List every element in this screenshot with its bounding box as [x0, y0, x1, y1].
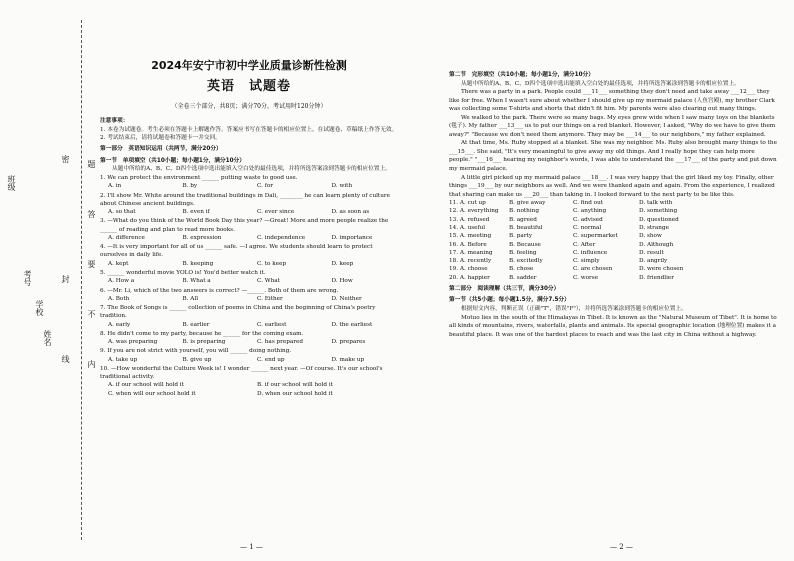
seal-mi: 密: [61, 155, 70, 163]
option: B. party: [509, 233, 533, 240]
option: B. excitedly: [509, 258, 543, 265]
option: B. chose: [509, 266, 534, 273]
option: C. After: [573, 241, 596, 248]
seal-bu: 不: [87, 310, 96, 318]
option: A. take up: [108, 356, 138, 363]
option: A. was preparing: [108, 339, 158, 346]
cloze-heading: 第二节 完形填空（共10小题；每小题1分，满分10分）: [449, 72, 594, 78]
question-stem: 10. —How wonderful the Culture Week is! I wonder ______ next year. —Of course. It's our school's traditional activity.: [100, 365, 383, 381]
question: [100, 330, 398, 347]
option: B. agreed: [509, 216, 537, 223]
option: C. Either: [257, 295, 283, 302]
option: A. if our school will hold it: [108, 382, 184, 389]
exam-subtitle: 英语 试题卷: [206, 78, 291, 94]
question-options: [100, 208, 398, 216]
notice-item: 1. 本卷为试题卷。考生必须在答题卡上解题作答。答案应书写在答题卡的相应位置上，在试题卷、草稿纸上作答无效。: [100, 126, 398, 133]
question: [100, 365, 398, 398]
page-number-left: — 1 —: [240, 543, 263, 551]
cloze-instructions: 从题中所给的A、B、C、D四个选项中选出能填入空白处的最佳选项，并将所选答案涂到答题卡的相应位置上。: [461, 80, 740, 87]
option: D. angrily: [639, 258, 668, 265]
cut-line: [81, 20, 82, 540]
option: A. How a: [108, 278, 135, 285]
option: C. What: [257, 278, 280, 285]
option: C. influence: [573, 249, 608, 256]
question-options: [100, 338, 398, 346]
option: C. end up: [257, 356, 285, 363]
exam-meta: （全卷三个部分，共8页；满分70分，考试用时120分钟）: [171, 102, 327, 110]
question-stem: 9. If you are not strict with yourself, you will ______ doing nothing.: [100, 348, 292, 355]
option: B. All: [182, 295, 199, 302]
cloze-passage: [449, 88, 779, 199]
option: D. Neither: [331, 295, 362, 302]
option: C. independence: [257, 234, 306, 241]
question: [100, 287, 398, 304]
option: 15. A. meeting: [449, 233, 492, 240]
option: D. result: [639, 249, 664, 256]
option: D. make up: [331, 356, 365, 363]
option: B. expression: [182, 234, 222, 241]
option: B. keeping: [182, 260, 214, 267]
option: C. has prepared: [257, 339, 304, 346]
cloze-options: [449, 199, 779, 282]
reading-passage: Motuo lies in the south of the Himalayas in Tibet. It is known as the "Natural Museum of Tibet". It is home to all kinds of mountains, rivers, waterfalls, plants and animals. Its special geographic location (地理位置) makes it a beautiful place. It was one of the hardest places to reach and was the last city in China without a highway.: [449, 314, 777, 338]
option: C. to keep: [257, 260, 287, 267]
option: C. earliest: [257, 321, 287, 328]
option: B. is preparing: [182, 339, 226, 346]
question: [100, 243, 398, 268]
seal-ti: 题: [87, 160, 96, 168]
question-stem: 1. We can protect the environment ______ putting waste to good use.: [100, 175, 298, 182]
question-stem: 6. —Mr. Li, which of the two answers is correct? —______. Both of them are wrong.: [100, 287, 339, 294]
cloze-option-row: [449, 274, 779, 282]
question-list: [100, 174, 398, 398]
option: D. How: [331, 278, 353, 285]
option: C. advised: [573, 216, 603, 223]
option: A. difference: [108, 234, 145, 241]
question: [100, 269, 398, 286]
option: D. keep: [331, 260, 354, 267]
part1-sec1: 第一节 单项填空（共10小题；每小题1分，满分10分）: [100, 157, 245, 164]
binding-margin: [0, 0, 98, 561]
question-stem: 8. He didn't come to my party, because he ______ for the coming exam.: [100, 330, 304, 337]
option: 16. A. Before: [449, 241, 487, 248]
question-options: [100, 381, 398, 398]
cloze-option-row: [449, 265, 779, 273]
left-column: [100, 48, 398, 398]
seal-xian: 线: [61, 355, 70, 363]
option: 12. A. everything: [449, 208, 499, 215]
option: C. simply: [573, 258, 600, 265]
option: 18. A. recently: [449, 258, 492, 265]
seal-da: 答: [87, 210, 96, 218]
option: B. give away: [509, 200, 546, 207]
question-stem: 4. —It is very important for all of us ______ safe. —I agree. We students should learn to protect ourselves in daily life.: [100, 244, 373, 259]
option: B. by: [182, 183, 198, 190]
option: C. find out: [573, 200, 604, 207]
option: A. kept: [108, 260, 129, 267]
option: B. give up: [182, 356, 212, 363]
cloze-option-row: [449, 216, 779, 224]
cloze-option-row: [449, 224, 779, 232]
seal-nei: 内: [87, 360, 96, 368]
question-options: [100, 234, 398, 242]
option: D. when our school hold it: [257, 390, 333, 397]
option: 17. A. meaning: [449, 249, 493, 256]
part1-instructions: 从题中所给的A、B、C、D四个选项中选出能填入空白处的最佳选项，并将所选答案涂到答题卡的相应位置上。: [112, 165, 391, 172]
option: B. earlier: [182, 321, 210, 328]
right-column: [449, 68, 779, 339]
option: D. the earliest: [331, 321, 373, 328]
option: D. friendlier: [639, 274, 675, 281]
option: D. as soon as: [331, 209, 370, 216]
option: D. show: [639, 233, 662, 240]
cloze-option-row: [449, 241, 779, 249]
cloze-paragraph: A little girl picked up my mermaid palace ___18___. I was very happy that the girl liked my toy. Finally, other things ___19___ by our neighbors as well. And we were thanked again and again. From the experience, I realized that sharing can make us ___20___ than taking in. I looked forward to the next party to be like this.: [449, 174, 775, 198]
option: B. Because: [509, 241, 541, 248]
question-options: [100, 182, 398, 190]
exam-number-label: 考号: [23, 270, 32, 286]
option: B. feeling: [509, 249, 537, 256]
question: [100, 192, 398, 217]
question-options: [100, 277, 398, 285]
option: C. for: [257, 183, 274, 190]
option: C. when will our school hold it: [108, 390, 196, 397]
question-stem: 3. —What do you think of the World Book Day this year? —Great! More and more people realize the ______ of reading and plan to read more books.: [100, 218, 389, 233]
option: D. strange: [639, 225, 669, 231]
question: [100, 174, 398, 191]
option: 20. A. happier: [449, 274, 490, 281]
cloze-paragraph: There was a party in a park. People could ___11___ something they don't need and take away ___12___ they like for free. When I wasn't sure about whether I should give up my mermaid palace (人鱼宫殿), my brother Clark was collecting some T-shirts and shorts that didn't fit him. My parents were also clearing out many things.: [449, 89, 775, 113]
option: C. worse: [573, 274, 599, 281]
cloze-option-row: [449, 199, 779, 207]
option: C. supermarket: [573, 233, 618, 240]
option: C. normal: [573, 225, 602, 231]
name-label: 姓名: [43, 330, 52, 346]
option: 13. A. refused: [449, 216, 490, 223]
option: D. something: [639, 208, 678, 215]
page-number-right: — 2 —: [610, 543, 633, 551]
cloze-option-row: [449, 207, 779, 215]
question-options: [100, 321, 398, 329]
seal-yao: 要: [87, 260, 96, 268]
option: A. so that: [108, 209, 136, 216]
option: C. ever since: [257, 209, 295, 216]
option: 19. A. choose: [449, 266, 488, 273]
option: D. talk with: [639, 200, 673, 207]
cloze-paragraph: We walked to the park. There were so many bags. My eyes grew wide when I saw many toys on the blankets (毯子). My father ___13___ us to put our things on a red blanket. However, I asked, "Why do we have to give them away?" "Because we don't need them anymore. They may be ___14___ to our neighbors," my father explained.: [449, 114, 776, 138]
part2-sec1: 第一节（共5小题；每小题1.5分，满分7.5分）: [449, 297, 570, 304]
notice-heading: 注意事项：: [100, 118, 129, 125]
option: 14. A. useful: [449, 225, 486, 231]
option: B. What a: [182, 278, 211, 285]
option: C. anything: [573, 208, 607, 215]
question: [100, 347, 398, 364]
option: B. sadder: [509, 274, 537, 281]
notice-item: 2. 考试结束后，请将试题卷和答题卡一并交回。: [100, 135, 221, 141]
option: D. with: [331, 183, 353, 190]
option: D. importance: [331, 234, 373, 241]
part2-heading: 第二部分 阅读理解（共三节，满分30分）: [449, 285, 560, 292]
question: [100, 304, 398, 329]
option: D. questioned: [639, 216, 679, 223]
option: B. nothing: [509, 208, 539, 215]
option: 11. A. cut up: [449, 200, 486, 207]
option: A. in: [108, 183, 122, 190]
part2-instructions: 根据短文内容，判断正误（正确"T"，错误"F"），并将所选答案涂到答题卡的相应位置上。: [461, 305, 687, 312]
cloze-option-row: [449, 257, 779, 265]
part1-heading: 第一部分 英语知识运用（共两节，满分20分）: [100, 146, 222, 153]
question-stem: 2. I'll show Mr. White around the traditional buildings in Dali, ________ he can learn plenty of culture about Chinese ancient buildings.: [100, 192, 390, 207]
question-stem: 7. The Book of Songs is ______ collection of poems in China and the beginning of China's poetry tradition.: [100, 305, 376, 320]
option: C. are chosen: [573, 266, 613, 273]
question-options: [100, 260, 398, 268]
option: B. even if: [182, 209, 210, 216]
cloze-option-row: [449, 249, 779, 257]
cloze-option-row: [449, 232, 779, 240]
option: D. were chosen: [639, 266, 684, 273]
option: B. if our school will hold it: [257, 382, 333, 389]
option: A. Both: [108, 295, 130, 302]
option: B. beautiful: [509, 225, 543, 231]
question-options: [100, 295, 398, 303]
seal-feng: 封: [61, 275, 70, 283]
school-label: 学校: [35, 300, 44, 316]
question-stem: 5. ______ wonderful movie YOLO is! You'd better watch it.: [100, 269, 266, 276]
cloze-paragraph: At that time, Ms. Ruby stopped at a blanket. She was my neighbor. Ms. Ruby also brought many things to the ___15___. She said, "It's very meaningful to give away my old things. And I really hope they can help more people." "___16___ hearing my neighbor's words, I was able to understand the ___17___ of the party and put down my mermaid palace.: [449, 140, 777, 173]
exam-title: 2024年安宁市初中学业质量诊断性检测: [151, 59, 347, 72]
option: D. prepares: [331, 339, 366, 346]
class-label: 班级: [7, 175, 16, 191]
option: D. Although: [639, 241, 674, 248]
option: A. early: [108, 321, 131, 328]
question-options: [100, 356, 398, 364]
question: [100, 217, 398, 242]
